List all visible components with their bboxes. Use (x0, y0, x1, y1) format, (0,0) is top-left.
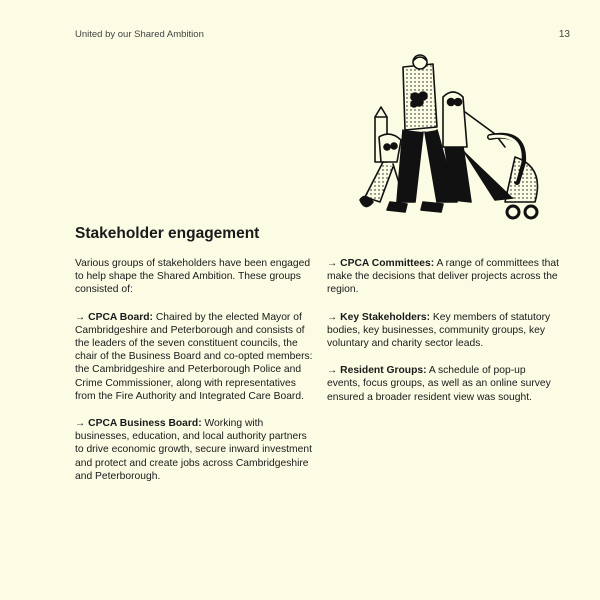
group-label: → CPCA Board: (75, 311, 153, 323)
group-cpca-board (75, 311, 313, 403)
group-text: Key members of statutory bodies, key businesses, community groups, key voluntary and charity sector leads. (327, 311, 551, 350)
page-number: 13 (558, 29, 570, 40)
group-text: A schedule of pop-up events, focus groups, as well as an online survey ensured a broader resident view was sought. (327, 365, 551, 403)
right-column (327, 257, 559, 418)
group-label: → CPCA Committees: (327, 258, 435, 269)
group-text: Chaired by the elected Mayor of Cambridgeshire and Peterborough and consists of the leaders of the seven constituent councils, the chair of the Business Board and co-opted members: the Cambridgeshire and Peterborough Police and Crime Commissioner, along with representatives from the Fire Authority and Integrated Care Board. (75, 311, 313, 402)
group-cpca-committees (327, 257, 559, 297)
left-column (75, 257, 313, 497)
group-resident-groups (327, 364, 559, 404)
group-of-people-illustration (345, 52, 550, 227)
group-key-stakeholders (327, 311, 559, 351)
group-text: A range of committees that make the decisions that deliver projects across the region. (327, 258, 559, 296)
group-cpca-business-board (75, 417, 313, 483)
group-text: Working with businesses, education, and local authority partners to drive economic growth, secure inward investment and protect and create jobs across Cambridgeshire and Peterborough. (75, 418, 312, 482)
section-title: Stakeholder engagement (75, 225, 260, 242)
group-label: → Key Stakeholders: (327, 311, 431, 323)
running-header: United by our Shared Ambition (75, 29, 204, 40)
intro-paragraph: Various groups of stakeholders have been engaged to help shape the Shared Ambition. These groups consisted of: (75, 258, 311, 296)
group-label: → Resident Groups: (327, 365, 427, 377)
group-label: → CPCA Business Board: (75, 418, 202, 430)
